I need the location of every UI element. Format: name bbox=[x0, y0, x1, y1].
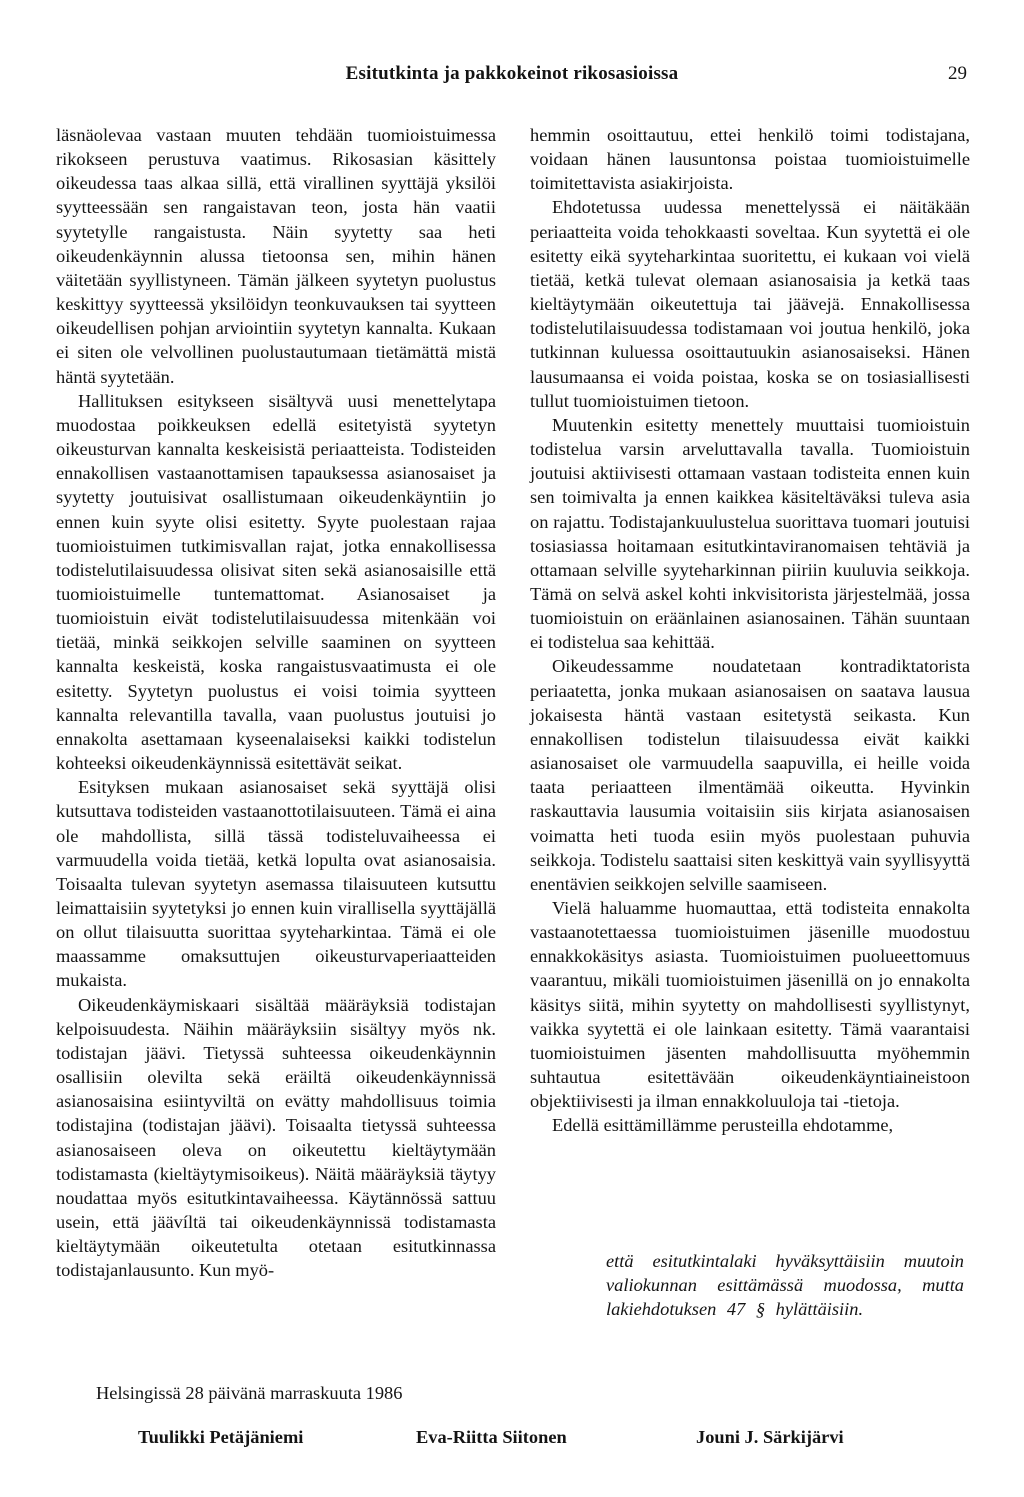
paragraph: Muutenkin esitetty menettely muuttaisi tuomioistuin todistelua varsin arveluttavalla tavalla. Tuomioistuin joutuisi aktiivisesti ottamaan vastaan todisteita ennen kuin sen toimivalta ja ennen kaikkea käsiteltäväksi tuleva asia on rajattu. Todistajankuulustelua suorittava tuomari joutuisi tosiasiassa hoitamaan esitutkintaviranomaisen tehtäviä ja ottamaan selville syyteharkinnan piiriin kuuluvia seikkoja. Tämä on selvä askel kohti inkvisitorista järjestelmää, jossa tuomioistuin on eräänlainen asianosainen. Tähän suuntaan ei todistelua saa kehittää. bbox=[530, 414, 970, 653]
paragraph: Hallituksen esitykseen sisältyvä uusi menettelytapa muodostaa poikkeuksen edellä esitetyistä syytetyn oikeusturvan kannalta keskeisistä periaatteista. Todisteiden ennakollisen vastaanottamisen tapauksessa asianosaiset ja syytetty joutuisivat osallistumaan oikeudenkäyntiin jo ennen kuin syyte olisi esitetty. Syyte puolestaan rajaa tuomioistuimen tutkimisvallan rajat, jotka ennakollisessa todistelutilaisuudessa olisivat siten sekä asianosaisille että tuomioistuimelle tuntemattomat. Asianosaiset ja tuomioistuin eivät todistelutilaisuudessa mitenkään voi tietää, minkä seikkojen selville saaminen on syytteen kannalta keskeistä, koska rangaistusvaatimusta ei ole esitetty. Syytetyn puolustus ei voisi toimia syytteen kannalta relevantilla tavalla, vaan puolustus joutuisi jo ennakolta asettamaan kyseenalaiseksi kaikki todistelun kohteeksi oikeudenkäynnissä esitettävät seikat. bbox=[56, 390, 496, 774]
paragraph: Vielä haluamme huomauttaa, että todisteita ennakolta vastaanotettaessa tuomioistuimen jäsenille muodostuu ennakkokäsitys asiasta. Tuomioistuimen puolueettomuus vaarantuu, mikäli tuomioistuimen jäsenillä on jo ennakolta käsitys siitä, mihin syytetty on mahdollisesti syyllistynyt, vaikka syytettä ei ole lainkaan esitetty. Tämä vaarantaisi tuomioistuimen jäsenten mahdollisuutta myöhemmin suhtautua esitettävään oikeudenkäyntiaineistoon objektiivisesti ja ilman ennakkoluuloja tai -tietoja. bbox=[530, 898, 970, 1112]
paragraph: hemmin osoittautuu, ettei henkilö toimi todistajana, voidaan hänen lausuntonsa poistaa tuomioistuimelle toimitettavista asiakirjoista. bbox=[530, 125, 970, 194]
left-text-column bbox=[56, 123, 496, 1283]
page-number: 29 bbox=[948, 63, 967, 84]
signature-block bbox=[0, 1427, 1024, 1457]
proposal-statement: että esitutkintalaki hyväksyttäisiin muutoin valiokunnan esittämässä muodossa, mutta lakiehdotuksen 47 § hylättäisiin. bbox=[606, 1251, 964, 1320]
running-title: Esitutkinta ja pakkokeinot rikosasioissa bbox=[345, 63, 679, 84]
paragraph: Oikeudessamme noudatetaan kontradiktatorista periaatetta, jonka mukaan asianosaisen on saatava lausua jokaisesta häntä vastaan esitetystä seikasta. Kun ennakollisen todistelun tilaisuudessa eivät kaikki asianosaiset ole varmuudella saapuvilla, ei heille voida taata periaatteen ilmentämää oikeutta. Hyvinkin raskauttavia lausumia voitaisiin siis kirjata asianosaisen voimatta heti tuoda esiin myös puolestaan puhuvia seikkoja. Todistelu saattaisi siten keskittyä vain syyllisyyttä enentävien seikkojen selville saamiseen. bbox=[530, 656, 970, 894]
place-and-date: Helsingissä 28 päivänä marraskuuta 1986 bbox=[96, 1383, 403, 1403]
right-text-column bbox=[530, 123, 970, 1138]
paragraph: Ehdotetussa uudessa menettelyssä ei näitäkään periaatteita voida tehokkaasti soveltaa. Kun syytettä ei ole esitetty eikä syyteharkintaa suoritettu, ei kukaan voi vielä tietää, ketkä tulevat olemaan asianosaisia ja ketkä taas kieltäytymään oikeutettuja tai jäävejä. Ennakollisessa todistelutilaisuudessa todistamaan voi joutua henkilö, joka tutkinnan kuluessa osoittautuukin asianosaiseksi. Hänen lausumaansa ei voida poistaa, koska se on tosiasiallisesti tullut tuomioistuimen tietoon. bbox=[530, 197, 970, 411]
signatory-name: Tuulikki Petäjäniemi bbox=[138, 1427, 304, 1447]
paragraph: läsnäolevaa vastaan muuten tehdään tuomioistuimessa rikokseen perustuva vaatimus. Rikosasian käsittely oikeudessa taas alkaa sillä, että virallinen syyttäjä yksilöi syytteessään sen rangaistavan teon, josta hän vaatii syytetylle rangaistusta. Näin syytetty saa heti oikeudenkäynnin alussa tietoonsa sen, mihin hänen väitetään syyllistyneen. Tämän jälkeen syytetyn puolustus keskittyy syytteessä yksilöidyn teonkuvauksen tai syytteen oikeudellisen pohjan arviointiin syytetyn kannalta. Kukaan ei siten ole velvollinen puolustautumaan tietämättä mistä häntä syytetään. bbox=[56, 125, 496, 387]
paragraph: Oikeudenkäymiskaari sisältää määräyksiä todistajan kelpoisuudesta. Näihin määräyksiin sisältyy myös nk. todistajan jäävi. Tietyssä suhteessa oikeudenkäynnin osallisiin olevilta sekä eräiltä oikeudenkäynnissä asianosaisina esiintyviltä on evätty mahdollisuus toimia todistajina (todistajan jäävi). Toisaalta tietyssä suhteessa asianosaiseen oleva on oikeutettu kieltäytymään todistamasta (kieltäytymisoikeus). Näitä määräyksiä täytyy noudattaa myös esitutkintavaiheessa. Käytännössä sattuu usein, että jäävíltä tai oikeudenkäynnissä todistamasta kieltäytymään oikeutetulta otetaan esitutkinnassa todistajanlausunto. Kun myö- bbox=[56, 994, 496, 1281]
signatory-name: Eva-Riitta Siitonen bbox=[416, 1427, 567, 1447]
paragraph: Esityksen mukaan asianosaiset sekä syyttäjä olisi kutsuttava todisteiden vastaanottotilaisuuteen. Tämä ei aina ole mahdollista, sillä tässä todisteluvaiheessa ei varmuudella voida tietää, ketkä lopulta ovat asianosaisia. Toisaalta tulevan syytetyn asemassa tilaisuuteen kutsuttu leimattaisiin syytetyksi jo ennen kuin virallisella syyttäjällä on ollut tilaisuutta suorittaa syyteharkintaa. Tämä ei ole maassamme omaksuttujen oikeusturvaperiaatteiden mukaista. bbox=[56, 777, 496, 991]
paragraph: Edellä esittämillämme perusteilla ehdotamme, bbox=[552, 1115, 894, 1136]
signatory-name: Jouni J. Särkijärvi bbox=[696, 1427, 844, 1447]
running-header bbox=[0, 63, 1024, 93]
